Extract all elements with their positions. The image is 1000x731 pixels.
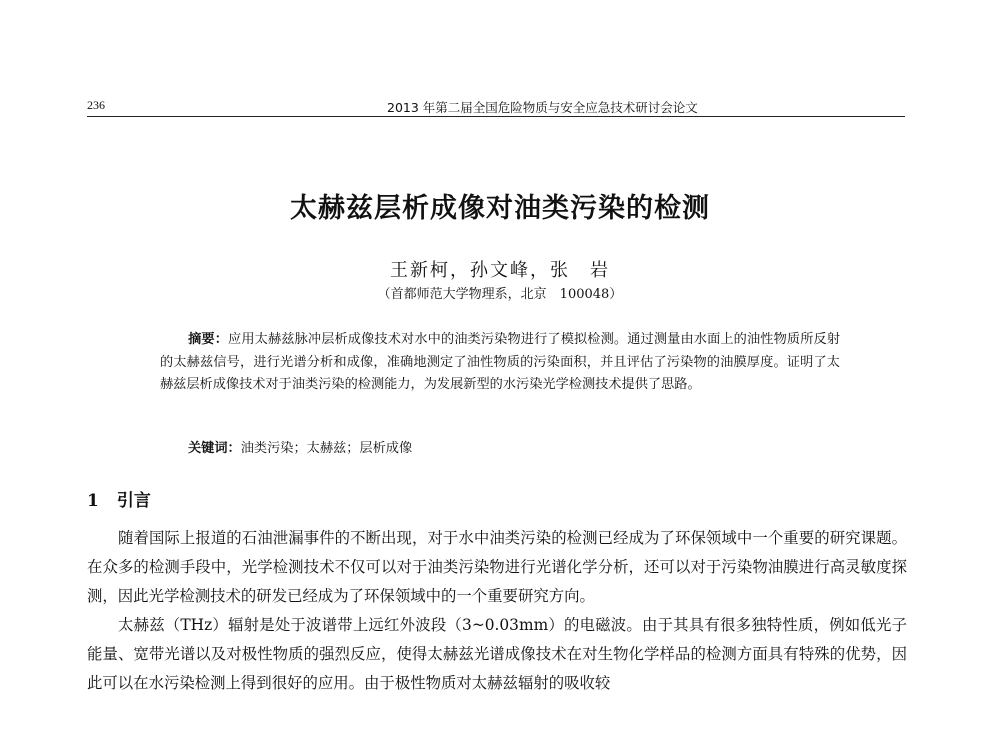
author-list: 王新柯，孙文峰，张 岩 <box>390 260 610 281</box>
running-header <box>87 96 905 118</box>
section-body <box>87 524 907 698</box>
keywords-text: 油类污染；太赫兹；层析成像 <box>240 441 413 456</box>
abstract <box>160 329 840 397</box>
keywords-label: 关键词： <box>188 441 241 456</box>
conference-title: 2013 年第二届全国危险物质与安全应急技术研讨会论文 <box>387 100 698 115</box>
page-number: 236 <box>87 98 105 112</box>
section-title: 引言 <box>116 491 151 511</box>
abstract-label: 摘要： <box>188 332 229 347</box>
keywords <box>188 437 828 456</box>
paper-title: 太赫兹层析成像对油类污染的检测 <box>290 193 710 224</box>
paragraph: 太赫兹（THz）辐射是处于波谱带上远红外波段（3~0.03mm）的电磁波。由于其具有很多独特性质，例如低光子能量、宽带光谱以及对极性物质的强烈反应，使得太赫兹光谱成像技术在对生物化学样品的检测方面具有特殊的优势，因此可以在水污染检测上得到很好的应用。由于极性物质对太赫兹辐射的吸收较 <box>87 616 907 692</box>
section-number: 1 <box>87 491 99 511</box>
paragraph: 随着国际上报道的石油泄漏事件的不断出现，对于水中油类污染的检测已经成为了环保领域中一个重要的研究课题。在众多的检测手段中，光学检测技术不仅可以对于油类污染物进行光谱化学分析，还可以对于污染物油膜进行高灵敏度探测，因此光学检测技术的研发已经成为了环保领域中的一个重要研究方向。 <box>87 529 907 605</box>
abstract-text: 应用太赫兹脉冲层析成像技术对水中的油类污染物进行了模拟检测。通过测量由水面上的油性物质所反射的太赫兹信号，进行光谱分析和成像，准确地测定了油性物质的污染面积，并且评估了污染物的油膜厚度。证明了太赫兹层析成像技术对于油类污染的检测能力，为发展新型的水污染光学检测技术提供了思路。 <box>160 332 841 392</box>
affiliation: （首都师范大学物理系，北京 100048） <box>377 287 623 302</box>
header-rule <box>87 116 905 117</box>
section-heading <box>87 486 151 511</box>
